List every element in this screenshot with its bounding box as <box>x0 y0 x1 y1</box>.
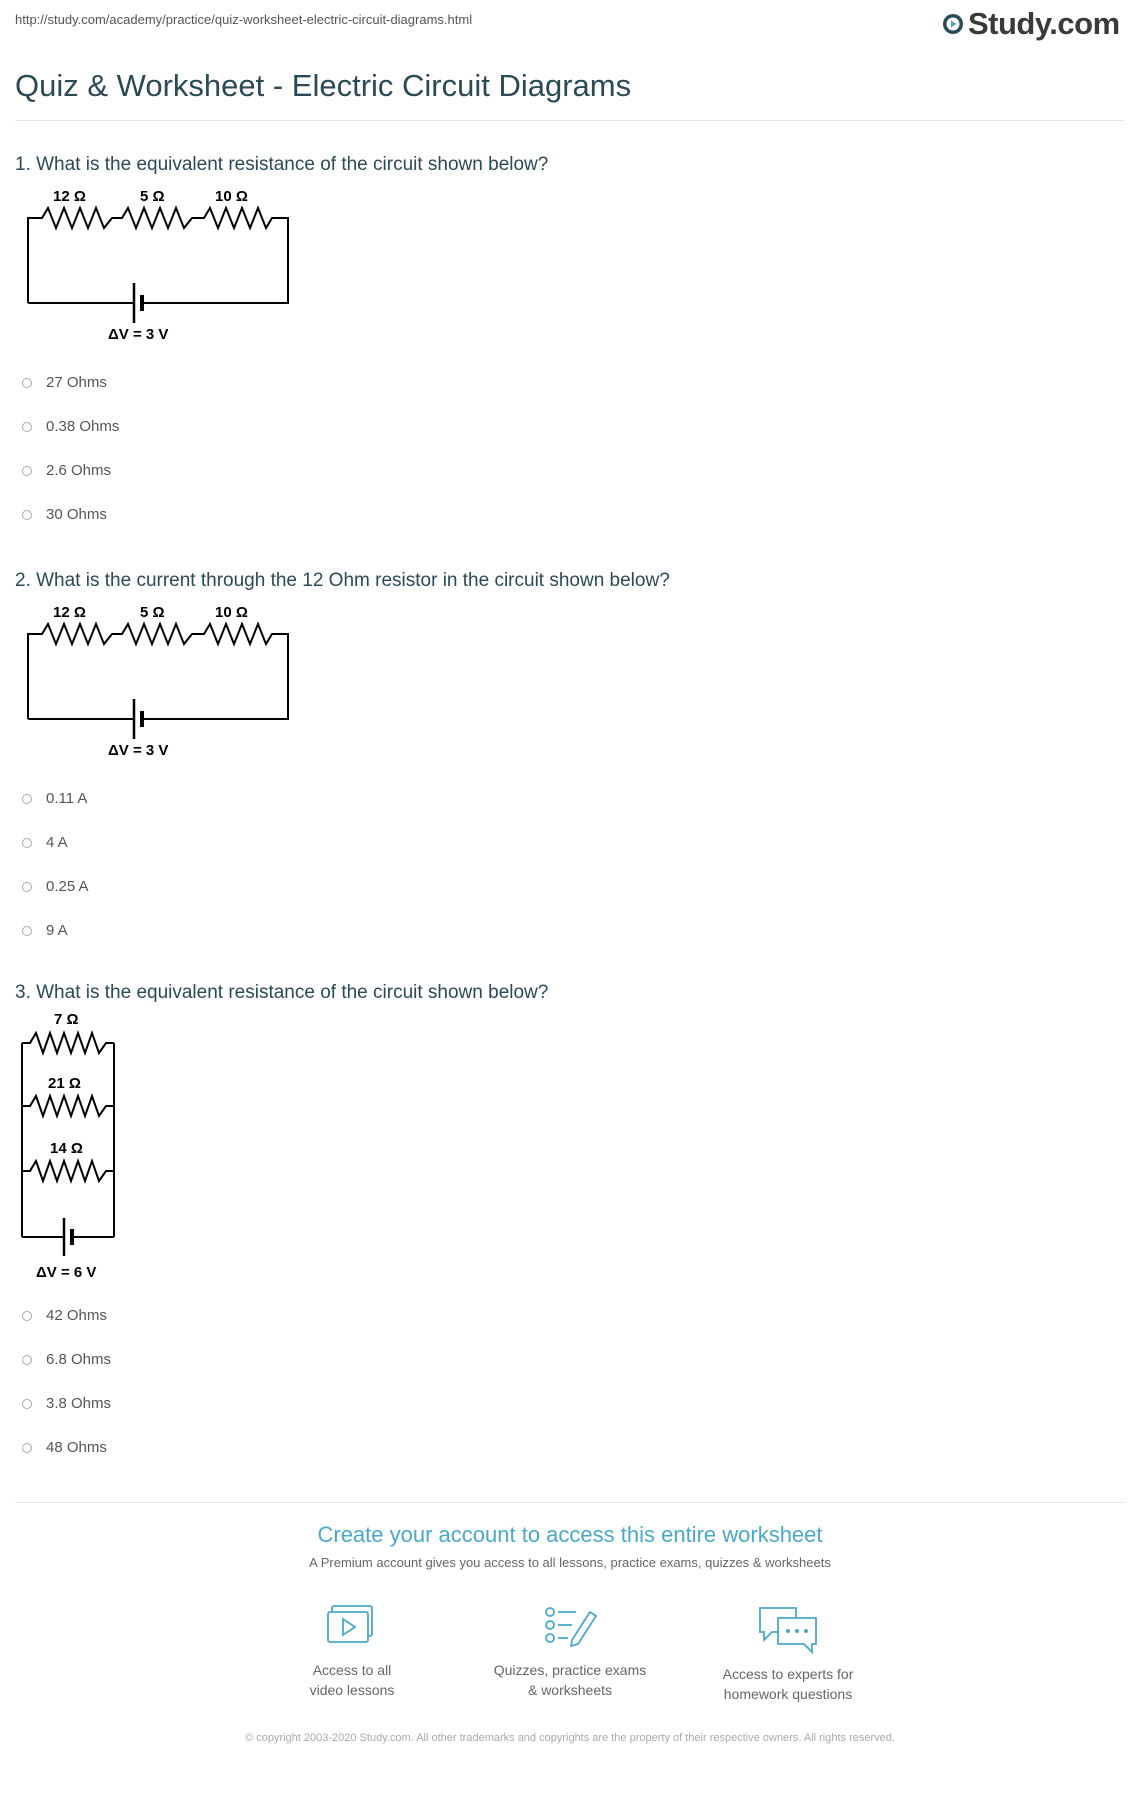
option-label: 42 Ohms <box>46 1307 107 1324</box>
feature-label: Access to all video lessons <box>309 1662 395 1698</box>
chat-experts-icon <box>756 1604 820 1654</box>
create-account-link[interactable]: Create your account to access this entire worksheet <box>317 1522 823 1547</box>
feature-experts <box>698 1604 878 1704</box>
option-label: 0.38 Ohms <box>46 418 120 435</box>
resistor-label-10-ohm: 10 Ω <box>215 188 248 205</box>
resistor-label-7-ohm: 7 Ω <box>54 1011 79 1028</box>
radio-button[interactable] <box>22 466 32 476</box>
resistor-label-12-ohm: 12 Ω <box>53 604 86 621</box>
answer-option[interactable] <box>22 834 68 851</box>
feature-quizzes <box>480 1604 660 1700</box>
radio-button[interactable] <box>22 794 32 804</box>
option-label: 2.6 Ohms <box>46 462 112 479</box>
resistor-label-21-ohm: 21 Ω <box>48 1075 81 1092</box>
resistor-label-10-ohm: 10 Ω <box>215 604 248 621</box>
radio-button[interactable] <box>22 378 32 388</box>
question-3-text: 3. What is the equivalent resistance of the circuit shown below? <box>15 982 549 1003</box>
answer-option[interactable] <box>22 1351 111 1368</box>
voltage-label: ΔV = 6 V <box>36 1264 97 1281</box>
answer-option[interactable] <box>22 1395 111 1412</box>
radio-button[interactable] <box>22 1311 32 1321</box>
resistor-label-5-ohm: 5 Ω <box>140 604 165 621</box>
play-circle-icon <box>942 13 964 35</box>
resistor-label-5-ohm: 5 Ω <box>140 188 165 205</box>
page-url: http://study.com/academy/practice/quiz-worksheet-electric-circuit-diagrams.html <box>15 12 473 27</box>
radio-button[interactable] <box>22 1355 32 1365</box>
resistor-label-12-ohm: 12 Ω <box>53 188 86 205</box>
copyright-notice: © copyright 2003-2020 Study.com. All other trademarks and copyrights are the property of their respective owners. All rights reserved. <box>245 1732 895 1744</box>
page-title: Quiz & Worksheet - Electric Circuit Diagrams <box>15 68 632 103</box>
radio-button[interactable] <box>22 1443 32 1453</box>
series-circuit-diagram-1 <box>22 185 302 345</box>
answer-option[interactable] <box>22 1439 107 1456</box>
question-1-text: 1. What is the equivalent resistance of the circuit shown below? <box>15 154 549 175</box>
series-circuit-diagram-2 <box>22 601 302 761</box>
option-label: 30 Ohms <box>46 506 107 523</box>
option-label: 0.11 A <box>46 790 88 807</box>
answer-option[interactable] <box>22 506 107 523</box>
radio-button[interactable] <box>22 882 32 892</box>
study-logo[interactable] <box>942 6 1120 42</box>
section-divider <box>15 1502 1125 1503</box>
answer-option[interactable] <box>22 878 89 895</box>
radio-button[interactable] <box>22 838 32 848</box>
answer-option[interactable] <box>22 418 119 435</box>
quizzes-icon <box>542 1604 598 1650</box>
parallel-circuit-diagram <box>14 1010 134 1290</box>
question-2-text: 2. What is the current through the 12 Ohm resistor in the circuit shown below? <box>15 570 670 591</box>
answer-option[interactable] <box>22 790 87 807</box>
option-label: 3.8 Ohms <box>46 1395 112 1412</box>
option-label: 9 A <box>46 922 68 939</box>
feature-label: Access to experts for homework questions <box>722 1666 854 1702</box>
resistor-label-14-ohm: 14 Ω <box>50 1140 83 1157</box>
feature-label: Quizzes, practice exams & worksheets <box>493 1662 647 1698</box>
answer-option[interactable] <box>22 1307 107 1324</box>
logo-text: Study.com <box>968 6 1120 41</box>
option-label: 27 Ohms <box>46 374 107 391</box>
radio-button[interactable] <box>22 1399 32 1409</box>
premium-description: A Premium account gives you access to all lessons, practice exams, quizzes & worksheets <box>309 1555 831 1570</box>
answer-option[interactable] <box>22 922 68 939</box>
radio-button[interactable] <box>22 422 32 432</box>
radio-button[interactable] <box>22 926 32 936</box>
feature-video-lessons <box>262 1604 442 1700</box>
voltage-label: ΔV = 3 V <box>108 742 169 759</box>
answer-option[interactable] <box>22 374 107 391</box>
option-label: 0.25 A <box>46 878 89 895</box>
header-divider <box>15 120 1125 121</box>
radio-button[interactable] <box>22 510 32 520</box>
video-lessons-icon <box>326 1604 378 1650</box>
option-label: 48 Ohms <box>46 1439 107 1456</box>
option-label: 4 A <box>46 834 68 851</box>
voltage-label: ΔV = 3 V <box>108 326 169 343</box>
answer-option[interactable] <box>22 462 111 479</box>
option-label: 6.8 Ohms <box>46 1351 112 1368</box>
